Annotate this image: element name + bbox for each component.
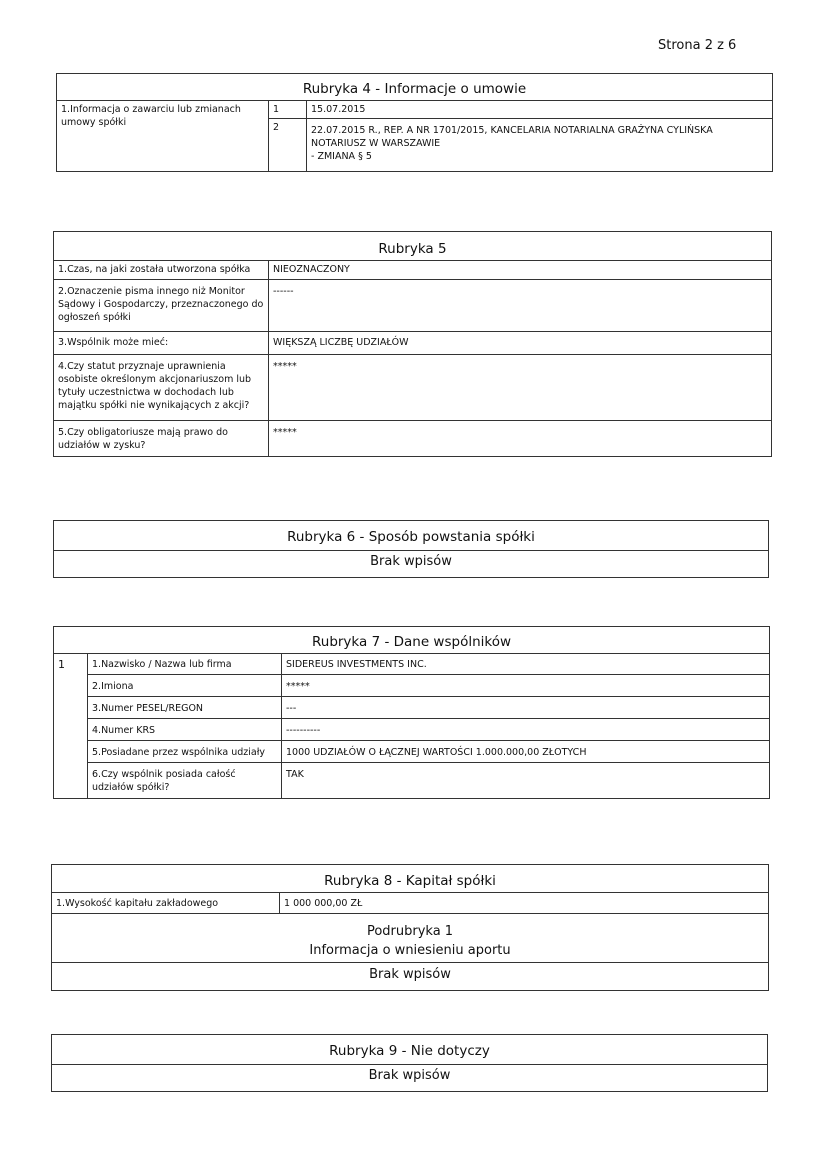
field-value: TAK: [282, 763, 770, 799]
field-value: NIEOZNACZONY: [269, 261, 772, 280]
subsection-header: [52, 914, 769, 963]
field-label: 5.Czy obligatoriusze mają prawo do udziałów w zysku?: [54, 421, 269, 457]
section-rubryka-7: [53, 626, 770, 799]
section-title: Rubryka 7 - Dane wspólników: [54, 627, 770, 654]
row-number: 1: [269, 101, 307, 119]
field-value: [307, 119, 773, 172]
subsection-title: Podrubryka 1: [366, 924, 454, 939]
page-number: Strona 2 z 6: [658, 38, 737, 53]
field-label: 6.Czy wspólnik posiada całość udziałów spółki?: [88, 763, 282, 799]
field-value: ------: [269, 280, 772, 332]
field-value: ----------: [282, 719, 770, 741]
field-label: 1.Nazwisko / Nazwa lub firma: [88, 654, 282, 675]
field-value: *****: [269, 421, 772, 457]
subsection-subtitle: Informacja o wniesieniu aportu: [309, 943, 511, 958]
field-value: *****: [269, 355, 772, 421]
empty-entries: Brak wpisów: [52, 1065, 768, 1092]
section-title: Rubryka 6 - Sposób powstania spółki: [54, 521, 769, 551]
field-label: 1.Czas, na jaki została utworzona spółka: [54, 261, 269, 280]
section-title: Rubryka 5: [54, 232, 772, 261]
field-value: ---: [282, 697, 770, 719]
field-label: 3.Numer PESEL/REGON: [88, 697, 282, 719]
empty-entries: Brak wpisów: [54, 551, 769, 578]
section-rubryka-4: [56, 73, 773, 172]
field-label: 1.Wysokość kapitału zakładowego: [52, 893, 280, 914]
section-rubryka-9: [51, 1034, 768, 1092]
field-value: *****: [282, 675, 770, 697]
empty-entries: Brak wpisów: [52, 963, 769, 991]
field-value: 1 000 000,00 ZŁ: [280, 893, 769, 914]
partner-index: 1: [54, 654, 88, 799]
field-value: SIDEREUS INVESTMENTS INC.: [282, 654, 770, 675]
field-label: 5.Posiadane przez wspólnika udziały: [88, 741, 282, 763]
section-rubryka-6: [53, 520, 769, 578]
field-value: WIĘKSZĄ LICZBĘ UDZIAŁÓW: [269, 332, 772, 355]
field-label: 1.Informacja o zawarciu lub zmianach umowy spółki: [57, 101, 269, 172]
row-number: 2: [269, 119, 307, 172]
section-rubryka-5: [53, 231, 772, 457]
field-label: 4.Czy statut przyznaje uprawnienia osobiste określonym akcjonariuszom lub tytuły uczestnictwa w dochodach lub majątku spółki nie wynikających z akcji?: [54, 355, 269, 421]
field-label: 4.Numer KRS: [88, 719, 282, 741]
value-line: - ZMIANA § 5: [311, 151, 372, 162]
field-value: 15.07.2015: [307, 101, 773, 119]
field-value: 1000 UDZIAŁÓW O ŁĄCZNEJ WARTOŚCI 1.000.000,00 ZŁOTYCH: [282, 741, 770, 763]
value-line: NOTARIUSZ W WARSZAWIE: [311, 138, 441, 149]
section-rubryka-8: [51, 864, 769, 991]
field-label: 2.Imiona: [88, 675, 282, 697]
section-title: Rubryka 4 - Informacje o umowie: [57, 74, 773, 101]
section-title: Rubryka 9 - Nie dotyczy: [52, 1035, 768, 1065]
section-title: Rubryka 8 - Kapitał spółki: [52, 865, 769, 893]
value-line: 22.07.2015 R., REP. A NR 1701/2015, KANCELARIA NOTARIALNA GRAŻYNA CYLIŃSKA: [311, 125, 713, 136]
field-label: 2.Oznaczenie pisma innego niż Monitor Sądowy i Gospodarczy, przeznaczonego do ogłoszeń spółki: [54, 280, 269, 332]
field-label: 3.Wspólnik może mieć:: [54, 332, 269, 355]
